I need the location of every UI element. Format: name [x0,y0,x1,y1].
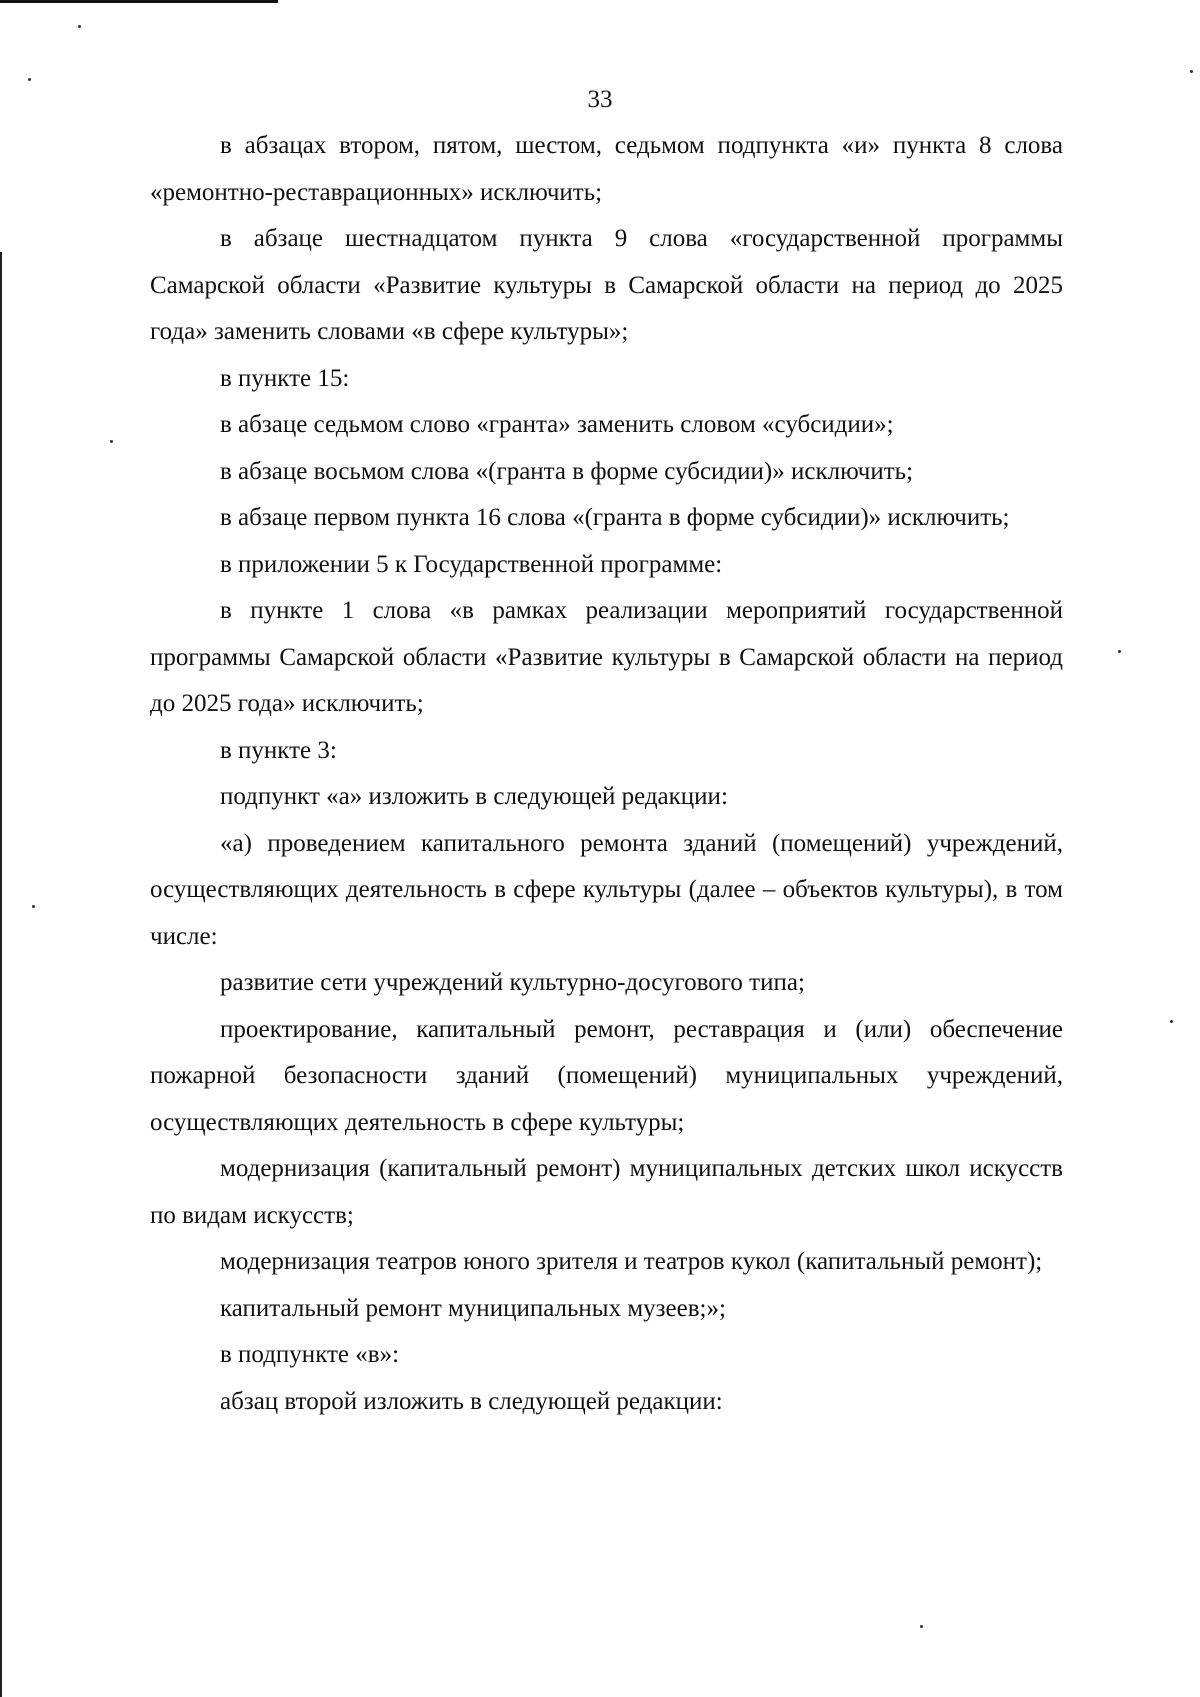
paragraph: модернизация (капитальный ремонт) муниципальных детских школ искусств по видам искусств; [150,1155,1063,1229]
paragraph: в подпункте «в»: [220,1341,400,1368]
paragraph: в пункте 15: [220,364,350,392]
page-number: 33 [587,86,613,113]
scan-speck [1118,650,1121,653]
paragraph: в пункте 3: [220,736,337,764]
paragraph: капитальный ремонт муниципальных музеев;»; [220,1294,726,1322]
paragraph: в приложении 5 к Государственной программе: [220,550,723,578]
paragraph: модернизация театров юного зрителя и театров кукол (капитальный ремонт); [220,1248,1043,1275]
scan-speck [32,905,35,908]
scan-speck [1190,70,1193,73]
paragraph: в абзаце седьмом слово «гранта» заменить словом «субсидии»; [220,411,894,438]
paragraph: в абзаце первом пункта 16 слова «(гранта в форме субсидии)» исключить; [220,504,1010,531]
paragraph: в абзацах втором, пятом, шестом, седьмом подпункта «и» пункта 8 слова «ремонтно-реставрационных» исключить; [150,132,1063,206]
scan-edge-top [0,0,278,3]
paragraph: в пункте 1 слова «в рамках реализации мероприятий государственной программы Самарской области «Развитие культуры в Самарской области на период до 2025 года» исключить; [150,597,1063,717]
paragraph: развитие сети учреждений культурно-досугового типа; [220,969,805,996]
scan-speck [78,25,81,28]
paragraph: проектирование, капитальный ремонт, реставрация и (или) обеспечение пожарной безопасности зданий (помещений) муниципальных учреждений, осуществляющих деятельность в сфере культуры; [150,1015,1063,1136]
document-body [150,123,1063,1425]
paragraph: в абзаце восьмом слова «(гранта в форме субсидии)» исключить; [220,457,914,485]
paragraph: подпункт «а» изложить в следующей редакции: [220,783,728,810]
paragraph: «а) проведением капитального ремонта зданий (помещений) учреждений, осуществляющих деятельность в сфере культуры (далее – объектов культуры), в том числе: [150,829,1063,950]
scan-edge-left [0,252,2,1697]
paragraph: в абзаце шестнадцатом пункта 9 слова «государственной программы Самарской области «Развитие культуры в Самарской области на период до 2025 года» заменить словами «в сфере культуры»; [150,225,1063,345]
paragraph: абзац второй изложить в следующей редакции: [220,1387,723,1415]
scan-speck [110,440,113,443]
scan-speck [1170,1020,1173,1023]
scan-speck [920,1625,923,1628]
